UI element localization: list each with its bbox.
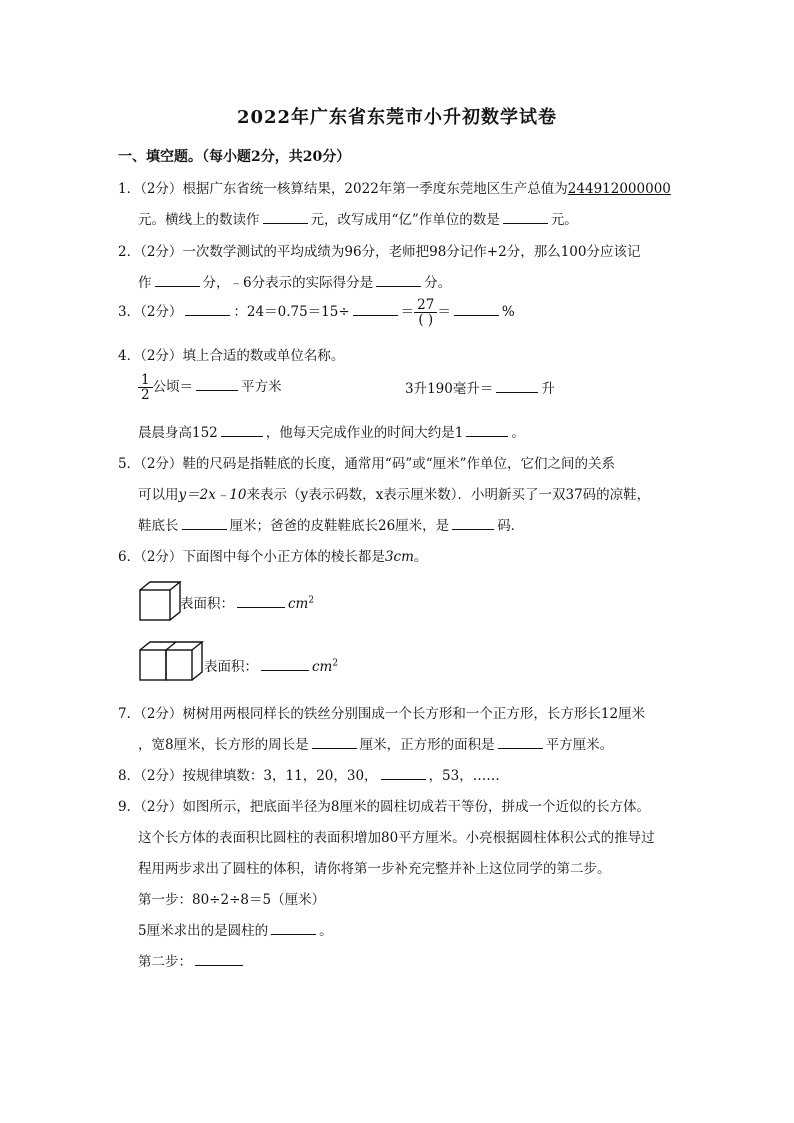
single-cube-figure (138, 580, 182, 624)
page-title: 2022年广东省东莞市小升初数学试卷 (236, 107, 558, 128)
q4-line3: 晨晨身高152 ，他每天完成作业的时间大约是1 。 (138, 421, 525, 441)
q9-line2: 这个长方体的表面积比圆柱的表面积增加80平方厘米。小亮根据圆柱体积公式的推导过 (138, 830, 655, 846)
two-cube-figure (138, 640, 204, 684)
q9-line3: 程用两步求出了圆柱的体积，请你将第一步补充完整并补上这位同学的第二步。 (138, 861, 611, 877)
q4-fraction: $\frac{1}{2}$ (138, 373, 153, 402)
q9-step1: 第一步：80÷2÷8＝5（厘米） (138, 892, 326, 908)
q6-blank-1[interactable] (237, 593, 285, 608)
q5-formula: y＝2x﹣10 (178, 487, 247, 503)
q2-line1: 2．（2分）一次数学测试的平均成绩为96分，老师把98分记作+2分，那么100分应该记 (118, 244, 641, 260)
q6-blank-2[interactable] (261, 656, 309, 671)
q7-blank-1[interactable] (312, 734, 357, 749)
q2-blank-1[interactable] (155, 272, 200, 287)
q7-blank-2[interactable] (498, 734, 543, 749)
q4-blank-2[interactable] (496, 378, 538, 393)
q8-blank[interactable] (381, 765, 426, 780)
q3-blank-3[interactable] (454, 301, 499, 316)
q3-blank-2[interactable] (353, 301, 398, 316)
q5-blank-1[interactable] (182, 515, 227, 530)
q5-line2: 可以用y＝2x﹣10来表示（y表示码数，x表示厘米数）．小明新买了一双37码的凉鞋， (138, 487, 651, 503)
q5-line3: 鞋底长 厘米；爸爸的皮鞋鞋底长26厘米，是 码． (138, 514, 524, 534)
q9-step2: 第二步： (138, 950, 246, 970)
q1-line2: 元。横线上的数读作 元，改写成用“亿”作单位的数是 元。 (138, 208, 578, 228)
q9-step1b: 5厘米求出的是圆柱的 。 (138, 919, 333, 939)
q1-underlined-number: 244912000000 (567, 181, 671, 197)
q6-line1: 6．（2分）下面图中每个小正方体的棱长都是3cm。 (118, 549, 428, 565)
q4-right-item: 3升190毫升＝ 升 (405, 377, 555, 397)
q1-line1: 1．（2分）根据广东省统一核算结果，2022年第一季度东莞地区生产总值为244912000000 (118, 181, 671, 197)
q4-blank-1[interactable] (196, 376, 238, 391)
q4-blank-4[interactable] (466, 422, 508, 437)
q4-blank-3[interactable] (221, 422, 263, 437)
q6-edge-length: 3cm (384, 549, 414, 565)
q2-line2: 作 分，﹣6分表示的实际得分是 分。 (138, 271, 451, 291)
q4-left-item: $\frac{1}{2}$ 公顷＝ 平方米 (138, 373, 282, 402)
q8-line: 8．（2分）按规律填数：3，11，20，30， ，53，…… (118, 764, 500, 784)
section-heading: 一、填空题。（每小题2分，共20分） (118, 149, 351, 165)
q1-blank-2[interactable] (503, 209, 548, 224)
q9-blank-2[interactable] (195, 951, 243, 966)
q3-blank-1[interactable] (185, 301, 230, 316)
q6-item2: 表面积： $cm^2$ (204, 655, 338, 675)
q3-line: 3．（2分） ：24＝0.75＝15÷ ＝ $\frac{27}{( )}$ ＝ % (118, 297, 515, 328)
q5-blank-2[interactable] (452, 515, 494, 530)
q3-fraction: $\frac{27}{( )}$ (414, 298, 437, 327)
q7-line2: ，宽8厘米，长方形的周长是 厘米，正方形的面积是 平方厘米。 (138, 733, 613, 753)
q7-line1: 7．（2分）树树用两根同样长的铁丝分别围成一个长方形和一个正方形，长方形长12厘米 (118, 706, 646, 722)
q4-line1: 4．（2分）填上合适的数或单位名称。 (118, 348, 345, 364)
q5-line1: 5．（2分）鞋的尺码是指鞋底的长度，通常用“码”或“厘米”作单位，它们之间的关系 (118, 456, 616, 472)
q9-blank-1[interactable] (271, 920, 316, 935)
q6-item1: 表面积： $cm^2$ (180, 592, 314, 612)
q1-blank-1[interactable] (263, 209, 308, 224)
q9-line1: 9．（2分）如图所示，把底面半径为8厘米的圆柱切成若干等份，拼成一个近似的长方体。 (118, 799, 651, 815)
q1-number: 1．（2分） (118, 181, 183, 197)
q2-blank-2[interactable] (376, 272, 421, 287)
